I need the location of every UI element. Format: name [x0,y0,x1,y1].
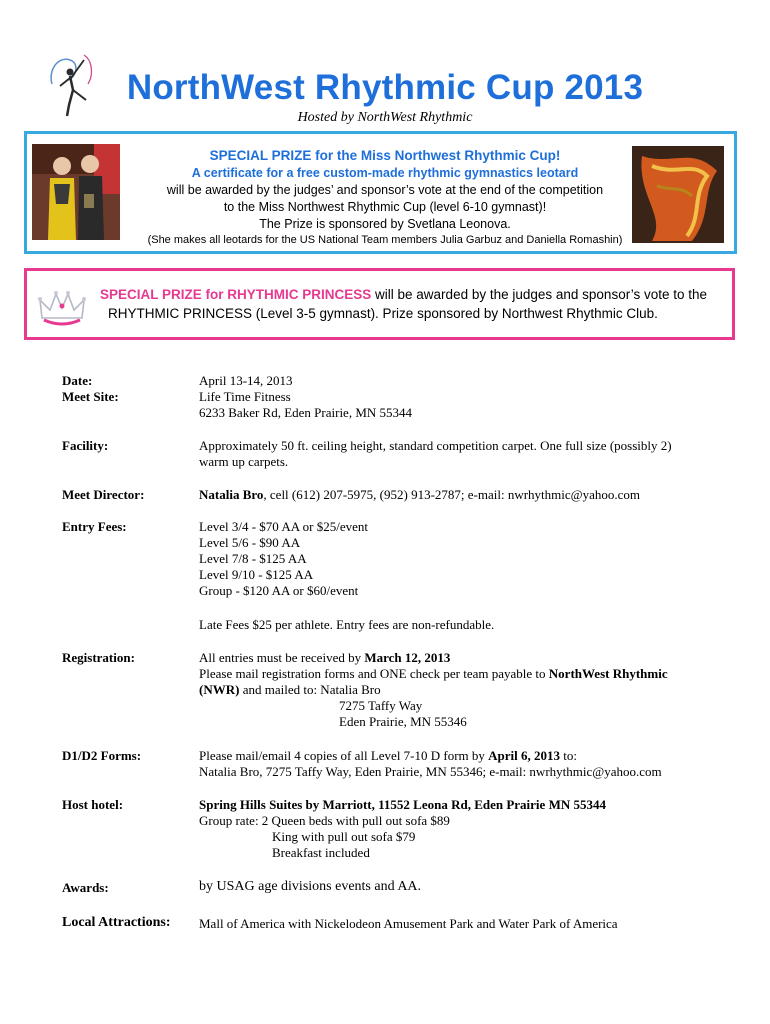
meet-site-line2: 6233 Baker Rd, Eden Prairie, MN 55344 [199,405,413,420]
special-prize-heading: SPECIAL PRIZE for the Miss Northwest Rhythmic Cup! [209,148,561,163]
host-hotel-rate2: King with pull out sofa $79 [272,829,416,844]
awards-label: Awards: [62,880,109,895]
special-prize-line4: to the Miss Northwest Rhythmic Cup (level 6-10 gymnast)! [223,200,547,214]
host-hotel-rate1: Group rate: 2 Queen beds with pull out sofa $89 [199,813,450,828]
gymnasts-photo [32,144,120,240]
d1d2-line2: Natalia Bro, 7275 Taffy Way, Eden Prairie, MN 55346; e-mail: nwrhythmic@yahoo.com [199,764,662,779]
registration-line3: (NWR) and mailed to: Natalia Bro [199,682,381,697]
princess-prize-line1: SPECIAL PRIZE for RHYTHMIC PRINCESS will be awarded by the judges and sponsor’s vote to the [100,287,707,302]
facility-line2: warm up carpets. [199,454,289,469]
princess-prize-heading: SPECIAL PRIZE for RHYTHMIC PRINCESS [100,287,372,302]
fee-item: Group - $120 AA or $60/event [199,583,359,598]
d1d2-line1: Please mail/email 4 copies of all Level 7-10 D form by April 6, 2013 to: [199,748,578,763]
fee-item: Level 3/4 - $70 AA or $25/event [199,519,368,534]
meet-director-value: Natalia Bro, cell (612) 207-5975, (952) 913-2787; e-mail: nwrhythmic@yahoo.com [199,487,641,502]
crown-icon [36,288,88,328]
registration-label: Registration: [62,650,135,665]
special-prize-line6: (She makes all leotards for the US National Team members Julia Garbuz and Daniella Romashin) [147,234,623,246]
entry-fees-label: Entry Fees: [62,519,127,534]
date-value: April 13-14, 2013 [199,373,293,388]
awards-value: by USAG age divisions events and AA. [199,879,422,894]
director-name: Natalia Bro [199,487,264,502]
page-subtitle: Hosted by NorthWest Rhythmic [297,110,473,125]
facility-label: Facility: [62,438,109,453]
facility-line1: Approximately 50 ft. ceiling height, standard competition carpet. One full size (possibly 2) [199,438,672,453]
registration-line2: Please mail registration forms and ONE check per team payable to NorthWest Rhythmic [199,666,668,681]
d1d2-label: D1/D2 Forms: [62,748,142,763]
princess-prize-line2: RHYTHMIC PRINCESS (Level 3-5 gymnast). Prize sponsored by Northwest Rhythmic Club. [108,306,658,321]
meet-site-label: Meet Site: [62,389,119,404]
registration-address-street: 7275 Taffy Way [339,698,423,713]
host-hotel-breakfast: Breakfast included [272,845,370,860]
local-attractions-value: Mall of America with Nickelodeon Amusement Park and Water Park of America [199,916,618,931]
fee-item: Level 7/8 - $125 AA [199,551,307,566]
special-prize-line5: The Prize is sponsored by Svetlana Leonova. [259,217,511,231]
special-prize-line2: A certificate for a free custom-made rhythmic gymnastics leotard [191,166,579,180]
local-attractions-label: Local Attractions: [62,915,171,930]
host-hotel-name: Spring Hills Suites by Marriott, 11552 Leona Rd, Eden Prairie MN 55344 [199,797,606,812]
fee-item: Level 9/10 - $125 AA [199,567,314,582]
registration-address-city: Eden Prairie, MN 55346 [339,714,467,729]
late-fees: Late Fees $25 per athlete. Entry fees are non-refundable. [199,617,495,632]
host-hotel-label: Host hotel: [62,797,124,812]
meet-director-label: Meet Director: [62,487,145,502]
special-prize-line3: will be awarded by the judges’ and sponsor’s vote at the end of the competition [166,183,604,197]
princess-prize-box [24,268,735,340]
meet-site-line1: Life Time Fitness [199,389,291,404]
d1d2-deadline: April 6, 2013 [488,748,561,763]
page-title: NorthWest Rhythmic Cup 2013 [126,68,644,107]
date-label: Date: [62,373,93,388]
fee-item: Level 5/6 - $90 AA [199,535,301,550]
registration-deadline: March 12, 2013 [364,650,451,665]
registration-line1: All entries must be received by March 12, 2013 [199,650,451,665]
